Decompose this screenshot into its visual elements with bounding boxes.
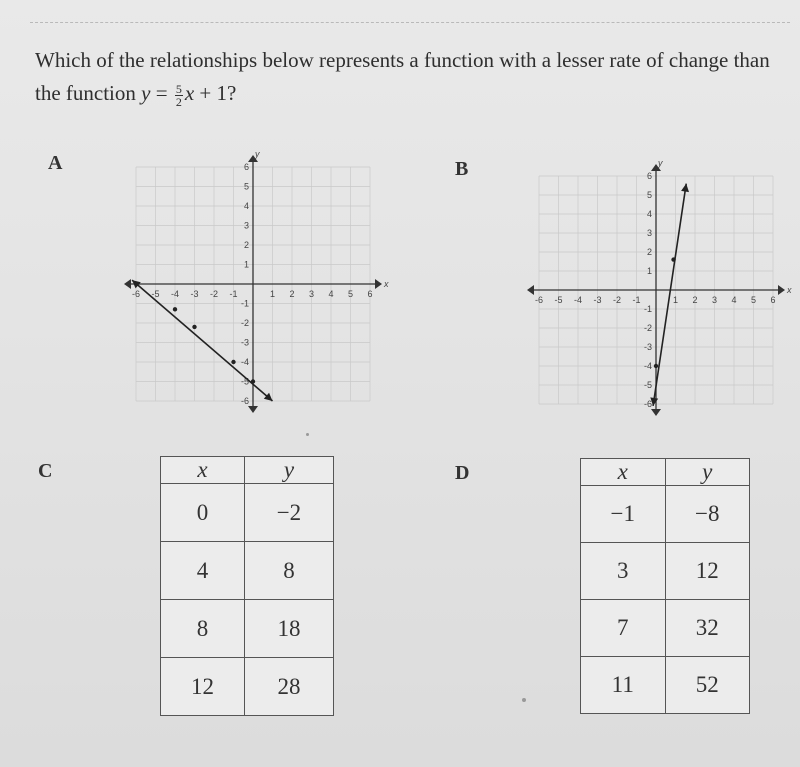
x-tick-label: 4 — [731, 295, 737, 305]
table-d-header-row — [581, 459, 750, 486]
y-axis-letter: y — [255, 149, 260, 159]
y-tick-label: 4 — [243, 201, 249, 211]
question-end: + 1? — [199, 81, 237, 105]
table-cell: 18 — [244, 600, 333, 658]
y-axis-letter: y — [658, 158, 663, 168]
y-tick-label: -4 — [240, 357, 249, 367]
y-tick-label: -5 — [643, 380, 652, 390]
x-tick-label: 5 — [750, 295, 757, 305]
x-tick-label: 3 — [711, 295, 718, 305]
x-tick-label: 5 — [347, 289, 354, 299]
data-point — [654, 364, 658, 368]
table-row — [161, 542, 334, 600]
x-tick-label: -3 — [593, 295, 602, 305]
x-tick-label: 2 — [692, 295, 698, 305]
var-y: y — [141, 81, 151, 105]
x-tick-label: 4 — [328, 289, 334, 299]
table-c-header-row — [161, 457, 334, 484]
series-arrow-end — [681, 184, 689, 193]
table-cell: 0 — [161, 484, 245, 542]
table-row — [581, 486, 750, 543]
x-tick-label: 2 — [289, 289, 295, 299]
y-axis-arrow-down — [651, 409, 661, 416]
table-cell: 52 — [665, 657, 750, 714]
y-tick-label: 3 — [646, 228, 652, 238]
fraction-denominator: 2 — [175, 94, 182, 109]
y-tick-label: -6 — [240, 396, 249, 406]
table-cell: −2 — [244, 484, 333, 542]
y-tick-label: 5 — [243, 181, 249, 192]
table-c-header-y: y — [244, 457, 333, 484]
x-tick-label: -4 — [170, 289, 180, 299]
x-tick-label: -6 — [534, 295, 544, 305]
option-a-label: A — [48, 152, 63, 174]
x-tick-label: -5 — [151, 289, 160, 299]
x-tick-label: -1 — [229, 289, 238, 299]
table-cell: 4 — [161, 542, 245, 600]
y-tick-label: 2 — [243, 240, 249, 250]
x-tick-label: 6 — [770, 295, 776, 305]
x-tick-label: -1 — [632, 295, 641, 305]
y-tick-label: 2 — [646, 247, 652, 257]
table-row — [161, 484, 334, 542]
x-axis-letter: x — [787, 285, 792, 295]
table-row — [161, 600, 334, 658]
table-cell: −8 — [665, 486, 750, 543]
equals-sign: = — [155, 81, 168, 105]
table-row — [581, 657, 750, 714]
stray-mark — [522, 698, 526, 702]
table-d — [580, 458, 750, 714]
series-line — [653, 184, 686, 406]
table-cell: 12 — [161, 658, 245, 716]
y-tick-label: -1 — [240, 298, 249, 309]
y-tick-label: -4 — [643, 361, 652, 371]
y-tick-label: -5 — [240, 376, 249, 387]
x-tick-label: -3 — [190, 289, 199, 299]
question-stem: Which of the relationships below represents a function with a lesser rate of change than the function — [35, 48, 770, 105]
data-point — [671, 257, 675, 261]
table-cell: 11 — [581, 657, 666, 714]
x-tick-label: -6 — [131, 289, 141, 299]
x-tick-label: -5 — [554, 295, 563, 305]
stray-mark — [306, 433, 309, 436]
table-d-header-y: y — [665, 459, 750, 486]
y-tick-label: -2 — [240, 318, 249, 328]
table-row — [161, 658, 334, 716]
y-tick-label: -2 — [643, 323, 652, 333]
table-cell: 28 — [244, 658, 333, 716]
var-x: x — [184, 81, 195, 105]
x-tick-label: 1 — [672, 295, 679, 305]
x-axis-letter: x — [384, 279, 389, 289]
table-c-header-x: x — [161, 457, 245, 484]
x-axis-arrow-left — [527, 285, 534, 295]
y-tick-label: 3 — [243, 220, 249, 231]
y-tick-label: -3 — [643, 342, 652, 352]
y-tick-label: -1 — [643, 304, 652, 314]
fraction-numerator: 5 — [175, 81, 182, 96]
x-axis-arrow-right — [778, 285, 785, 295]
y-tick-label: 5 — [646, 190, 652, 200]
y-tick-label: 6 — [646, 171, 652, 181]
x-tick-label: 6 — [367, 289, 373, 299]
table-row — [581, 543, 750, 600]
table-cell: 8 — [161, 600, 245, 658]
table-cell: 7 — [581, 600, 666, 657]
y-tick-label: 4 — [646, 209, 652, 219]
x-tick-label: -4 — [573, 295, 583, 305]
x-tick-label: -2 — [209, 289, 219, 299]
table-row — [581, 600, 750, 657]
option-c-label: C — [38, 460, 53, 482]
x-tick-label: 3 — [308, 289, 315, 299]
table-cell: 12 — [665, 543, 750, 600]
table-cell: −1 — [581, 486, 666, 543]
y-tick-label: -6 — [643, 399, 652, 409]
x-tick-label: 1 — [269, 289, 276, 299]
x-tick-label: -2 — [612, 295, 622, 305]
option-b-label: B — [455, 158, 469, 180]
option-d-label: D — [455, 462, 470, 484]
y-tick-label: 6 — [243, 162, 249, 172]
y-tick-label: 1 — [243, 259, 249, 270]
table-cell: 3 — [581, 543, 666, 600]
table-cell: 8 — [244, 542, 333, 600]
table-cell: 32 — [665, 600, 750, 657]
table-d-header-x: x — [581, 459, 666, 486]
table-c — [160, 456, 334, 716]
y-tick-label: 1 — [646, 266, 652, 276]
y-tick-label: -3 — [240, 337, 249, 348]
